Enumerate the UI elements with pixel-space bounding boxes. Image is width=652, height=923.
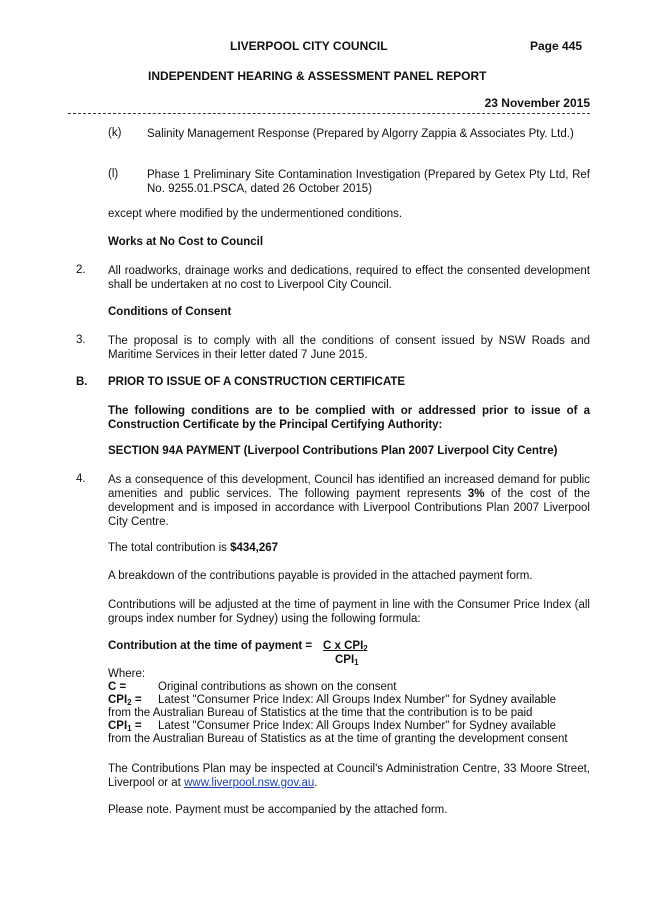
condition-3-text: The proposal is to comply with all the conditions of consent issued by NSW Roads and Maritime Services in their letter dated 7 June 2015. [108,335,590,361]
formula-label: Contribution at the time of payment = [108,640,313,652]
council-website-link[interactable]: www.liverpool.nsw.gov.au [184,777,315,789]
total-amount: $434,267 [230,542,279,554]
breakdown-text: A breakdown of the contributions payable is provided in the attached payment form. [108,570,533,582]
c-term: C = [108,681,127,693]
report-title: INDEPENDENT HEARING & ASSESSMENT PANEL REPORT [148,69,487,83]
consent-heading: Conditions of Consent [108,306,232,318]
plan-text-body: The Contributions Plan may be inspected at Council's Administration Centre, 33 Moore Street, Liverpool or at [108,763,590,789]
formula-numerator: C x $CPI_2$ [323,640,368,653]
works-heading: Works at No Cost to Council [108,236,264,248]
condition-4-percent: 3% [467,488,485,500]
adjusted-text: Contributions will be adjusted at the time of payment in line with the Consumer Price Index (all groups index number for Sydney) using the following formula: [108,599,590,625]
section-b-letter: B. [76,376,88,388]
payment-note: Please note. Payment must be accompanied by the attached form. [108,804,448,816]
list-label-k: (k) [108,127,122,139]
list-item-k: Salinity Management Response (Prepared by Algorry Zappia & Associates Pty. Ltd.) [147,128,574,140]
section-b-intro: The following conditions are to be complied with or addressed prior to issue of a Construction Certificate by the Principal Certifying Authority: [108,405,590,431]
where-label: Where: [108,668,146,680]
cpi2-definition-a: Latest "Consumer Price Index: All Groups Index Number" for Sydney available [158,694,557,706]
page-number: Page 445 [530,39,583,53]
total-contribution [108,542,278,554]
header-divider [68,113,590,114]
s94a-heading: SECTION 94A PAYMENT (Liverpool Contributions Plan 2007 Liverpool City Centre) [108,445,558,457]
condition-4-text-b: of the cost of the development and is imposed in accordance with Liverpool Contributions Plan 2007 Liverpool City Centre. [108,488,590,528]
total-prefix: The total contribution is [108,542,231,554]
formula-denominator: $CPI_1$ [335,654,359,667]
cpi2-definition-b: from the Australian Bureau of Statistics at the time that the contribution is to be paid [108,707,533,719]
condition-4-text-a: As a consequence of this development, Council has identified an increased demand for public amenities and public services. The following payment represents [108,474,590,500]
plan-text-end: . [314,777,318,789]
condition-2-text: All roadworks, drainage works and dedications, required to effect the consented development shall be undertaken at no cost to Liverpool City Council. [108,265,590,291]
condition-4-text [108,473,590,529]
council-name: LIVERPOOL CITY COUNCIL [230,39,388,53]
condition-4-number: 4. [76,473,86,485]
section-b-title: PRIOR TO ISSUE OF A CONSTRUCTION CERTIFICATE [108,376,406,388]
cpi1-definition-b: from the Australian Bureau of Statistics as at the time of granting the development consent [108,733,568,745]
cpi1-definition-a: Latest "Consumer Price Index: All Groups Index Number" for Sydney available [158,720,557,732]
condition-3-number: 3. [76,334,86,346]
c-definition: Original contributions as shown on the consent [158,681,397,693]
cpi2-term: $CPI_2$ = [108,694,142,707]
except-text: except where modified by the undermentioned conditions. [108,208,403,220]
report-date: 23 November 2015 [484,96,590,110]
list-item-l: Phase 1 Preliminary Site Contamination Investigation (Prepared by Getex Pty Ltd, Ref No. 9255.01.PSCA, dated 26 October 2015) [147,169,590,195]
plan-text [108,762,590,790]
list-label-l: (l) [108,168,119,180]
cpi1-term: $CPI_1$ = [108,720,142,733]
condition-2-number: 2. [76,264,86,276]
